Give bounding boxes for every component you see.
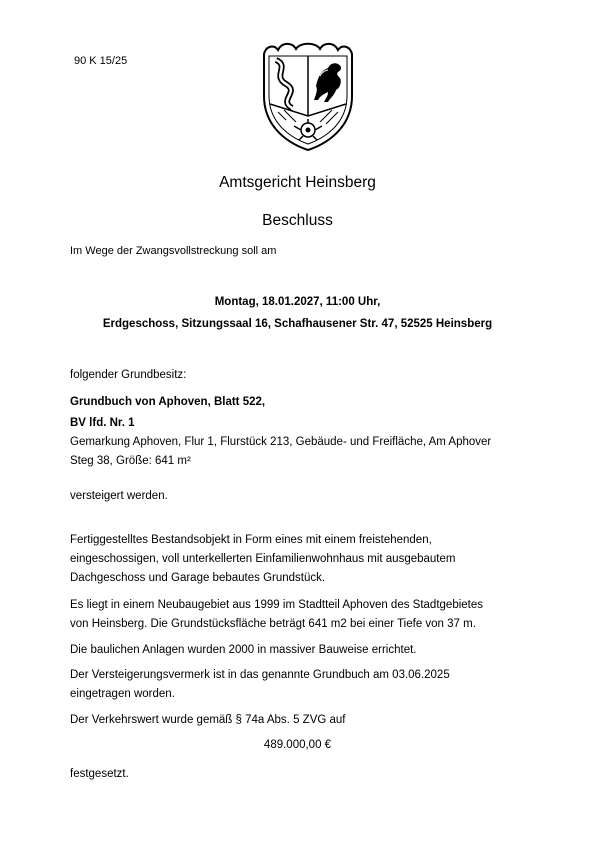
court-name: Amtsgericht Heinsberg xyxy=(219,174,376,191)
land-register: Grundbuch von Aphoven, Blatt 522, xyxy=(70,396,266,408)
detail-p2-line1: Es liegt in einem Neubaugebiet aus 1999 im Stadtteil Aphoven des Stadtgebietes xyxy=(70,599,484,611)
detail-p1-line1: Fertiggestelltes Bestandsobjekt in Form eines mit einem freistehenden, xyxy=(70,534,432,546)
detail-p1-line3: Dachgeschoss und Garage bebautes Grundstück. xyxy=(70,572,326,584)
auction-location: Erdgeschoss, Sitzungssaal 16, Schafhausener Str. 47, 52525 Heinsberg xyxy=(102,318,493,330)
detail-p4-line2: eingetragen worden. xyxy=(70,688,175,700)
detail-p1-line2: eingeschossigen, voll unterkellerten Einfamilienwohnhaus mit ausgebautem xyxy=(70,553,456,565)
detail-p4-line1: Der Versteigerungsvermerk ist in das genannte Grundbuch am 03.06.2025 xyxy=(70,669,450,681)
case-number: 90 K 15/25 xyxy=(74,55,128,67)
market-value: 489.000,00 € xyxy=(263,739,332,751)
detail-p5: Der Verkehrswert wurde gemäß § 74a Abs. 5 ZVG auf xyxy=(70,714,346,726)
property-heading: folgender Grundbesitz: xyxy=(70,369,187,381)
coat-of-arms-logo xyxy=(256,40,360,152)
closing-text: festgesetzt. xyxy=(70,768,129,780)
detail-p3: Die baulichen Anlagen wurden 2000 in massiver Bauweise errichtet. xyxy=(70,644,417,656)
intro-text: Im Wege der Zwangsvollstreckung soll am xyxy=(70,245,277,257)
property-description-line1: Gemarkung Aphoven, Flur 1, Flurstück 213, Gebäude- und Freifläche, Am Aphover xyxy=(70,436,492,448)
auction-date-time: Montag, 18.01.2027, 11:00 Uhr, xyxy=(214,296,381,308)
document-title: Beschluss xyxy=(262,212,333,229)
bv-number: BV lfd. Nr. 1 xyxy=(70,417,135,429)
auctioned-text: versteigert werden. xyxy=(70,490,168,502)
detail-p2-line2: von Heinsberg. Die Grundstücksfläche beträgt 641 m2 bei einer Tiefe von 37 m. xyxy=(70,618,476,630)
property-description-line2: Steg 38, Größe: 641 m² xyxy=(70,455,191,467)
